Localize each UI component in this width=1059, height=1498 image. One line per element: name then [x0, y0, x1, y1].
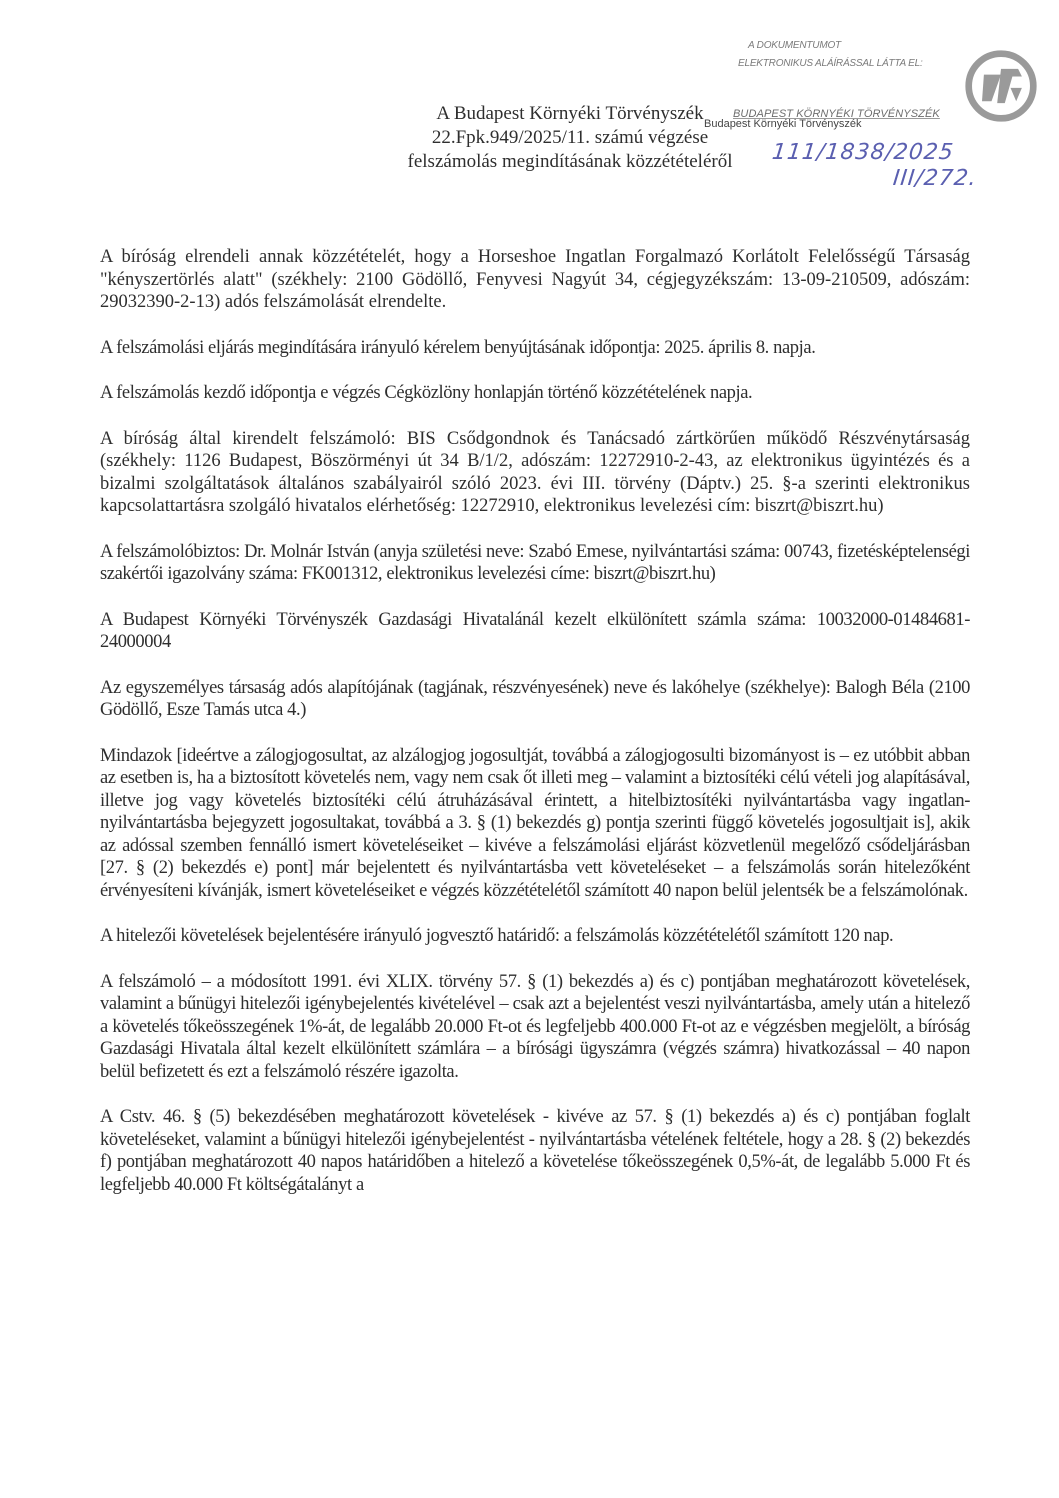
paragraph-start-date: A felszámolás kezdő időpontja e végzés Cégközlöny honlapján történő közzétételének napja.: [100, 383, 753, 403]
paragraph-creditor-claims: Mindazok [ideértve a zálogjogosultat, az alzálogjog jogosultját, továbbá a zálogjogosulti bizományost is – ez utóbbit abban az esetben is, ha a biztosított követelés nem, vagy nem csak őt illeti meg – valamint a biztosítéki célú vételi jog alapításával, illetve jog vagy követelés biztosítéki célú átruházásával érintett, a hitelbiztosítéki nyilvántartásba vagy ingatlan-nyilvántartásba bejegyzett jogosultakat, továbbá a 3. § (1) bekezdés g) pontja szerinti függő követelés jogosultjait is], akik az adóssal szemben fennálló ismert követeléseiket – kivéve a felszámolási eljárást közvetlenül megelőző csődeljárásban [27. § (2) bekezdés e) pont] már bejelentett és nyilvántartásba vett követeléseket – a felszámolás során hitelezőként érvényesíteni kívánják, ismert követeléseiket e végzés közzétételétől számított 40 napon belül jelentsék be a felszámolónak.: [100, 745, 970, 901]
paragraph-commissioner: A felszámolóbiztos: Dr. Molnár István (anyja születési neve: Szabó Emese, nyilvántartási száma: 00743, fizetésképtelenségi szakértői igazolvány száma: FK001312, elektronikus levelezési címe: biszrt@biszrt.hu): [100, 541, 970, 584]
stamp-line-2: ELEKTRONIKUS ALÁÍRÁSSAL LÁTTA EL:: [738, 58, 923, 69]
handwritten-file-number: 111/1838/2025: [770, 140, 956, 165]
heading-subject: felszámolás megindításának közzétételéről: [407, 151, 733, 172]
paragraph-request-date: A felszámolási eljárás megindítására irányuló kérelem benyújtásának időpontja: 2025. április 8. napja.: [100, 337, 816, 358]
paragraph-cstv-fee: A Cstv. 46. § (5) bekezdésében meghatározott követelések - kivéve az 57. § (1) bekezdés a) és c) pontjában foglalt követeléseket, valamint a bűnügyi hitelezői igénybejelentést - nyilvántartásba vételének feltétele, hogy a 28. § (2) bekezdés f) pontjában meghatározott 40 napos határidőben a hitelező a követelése tőkeösszegének 0,5%-át, de legalább 5.000 Ft és legfeljebb 40.000 Ft költségátalányt a: [100, 1107, 970, 1195]
heading-case-number: 22.Fpk.949/2025/11. számú végzése: [431, 127, 709, 148]
document-heading: [360, 102, 780, 174]
paragraph-liquidator: A bíróság által kirendelt felszámoló: BIS Csődgondnok és Tanácsadó zártkörűen működő Részvénytársaság (székhely: 1126 Budapest, Böszörményi út 34 B/1/2, adószám: 12272910-2-43, az elektronikus ügyintézés és a bizalmi szolgáltatások általános szabályairól szóló 2023. évi III. törvény (Dáptv.) 25. §-a szerinti elektronikus kapcsolattartásra szolgáló hivatalos elérhetőség: 12272910, elektronikus levelezési cím: biszrt@biszrt.hu): [100, 428, 970, 516]
paragraph-liquidation-order: A bíróság elrendeli annak közzétételét, hogy a Horseshoe Ingatlan Forgalmazó Korlátolt Felelősségű Társaság "kényszertörlés alatt" (székhely: 2100 Gödöllő, Fenyvesi Nagyút 34, cégjegyzékszám: 13-09-210509, adószám: 29032390-2-13) adós felszámolását elrendelte.: [100, 247, 970, 312]
stamp-court-name: Budapest Környéki Törvényszék: [704, 118, 862, 130]
paragraph-founder: Az egyszemélyes társaság adós alapítójának (tagjának, részvényesének) neve és lakóhelye (székhelye): Balogh Béla (2100 Gödöllő, Esze Tamás utca 4.): [100, 677, 970, 720]
handwritten-sub-number: III/272.: [891, 166, 979, 191]
stamp-line-1: A DOKUMENTUMOT: [748, 40, 841, 51]
stamp-court-caps: BUDAPEST KÖRNYÉKI TÖRVÉNYSZÉK: [733, 108, 940, 120]
paragraph-account-number: A Budapest Környéki Törvényszék Gazdasági Hivatalánál kezelt elkülönített számla száma: 10032000-01484681-24000004: [100, 609, 970, 652]
court-seal-logo-icon: [963, 48, 1039, 124]
paragraph-registration-fee: A felszámoló – a módosított 1991. évi XLIX. törvény 57. § (1) bekezdés a) és c) pontjában meghatározott követelések, valamint a bűnügyi hitelezői igénybejelentés kivételével – csak azt a bejelentést veszi nyilvántartásba, amely után a hitelező a követelés tőkeösszegének 1%-át, de legalább 20.000 Ft-ot és legfeljebb 400.000 Ft-ot az e végzésben megjelölt, a bíróság Gazdasági Hivatala által kezelt elkülönített számlára – a bírósági ügyszámra (végzés számra) hivatkozással – 40 napon belül befizetett és ezt a felszámoló részére igazolta.: [100, 971, 970, 1082]
heading-court: A Budapest Környéki Törvényszék: [436, 103, 704, 124]
paragraph-deadline: A hitelezői követelések bejelentésére irányuló jogvesztő határidő: a felszámolás közzétételétől számított 120 nap.: [100, 926, 894, 946]
document-body: [100, 246, 970, 1219]
